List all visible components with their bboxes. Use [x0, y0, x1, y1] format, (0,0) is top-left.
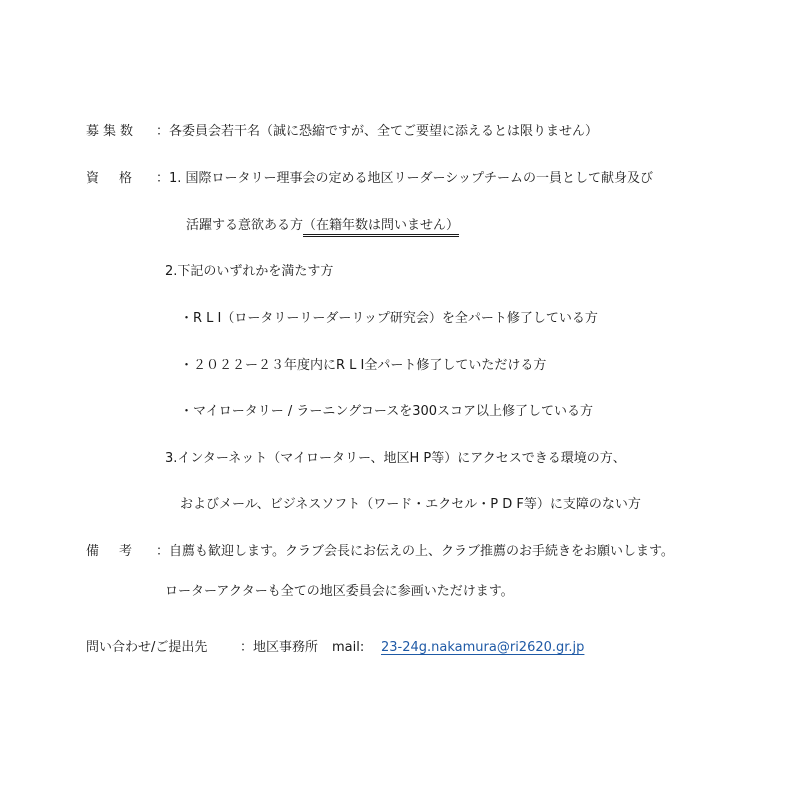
remarks-label: 備考	[86, 544, 153, 559]
contact-office: ：地区事務所	[240, 640, 319, 655]
qualification-item3-line2: およびメール、ビジネスソフト（ワード・エクセル・P D F等）に支障のない方	[180, 497, 641, 512]
recruitment-text: ：各委員会若干名（誠に恐縮ですが、全てご要望に添えるとは限りません）	[156, 124, 599, 139]
qualification-item2-bullet: ・R L I（ロータリーリーダーリップ研究会）を全パート修了している方	[180, 311, 598, 326]
qualification-item1-line2-prefix: 活躍する意欲ある方	[186, 218, 304, 233]
qualification-item1-line2-underlined: （在籍年数は問いません）	[303, 218, 459, 237]
qualification-item2-bullet: ・２０２２ー２３年度内にR L I全パート修了していただける方	[180, 358, 547, 373]
remarks-line2: ローターアクターも全ての地区委員会に参画いただけます。	[165, 584, 514, 599]
contact-label: 問い合わせ/ご提出先	[86, 640, 208, 655]
recruitment-label: 募集数	[86, 124, 138, 139]
contact-email-link[interactable]: 23-24g.nakamura@ri2620.gr.jp	[381, 640, 585, 655]
qualification-item2-heading: 2.下記のいずれかを満たす方	[165, 264, 334, 279]
qualification-item2-bullet: ・マイロータリー / ラーニングコースを300スコア以上修了している方	[180, 404, 594, 419]
qualification-item3-line1: 3.インターネット（マイロータリー、地区H P等）にアクセスできる環境の方、	[165, 451, 626, 466]
qualification-item1-line2	[186, 217, 459, 235]
remarks-line1: ：自薦も歓迎します。クラブ会長にお伝えの上、クラブ推薦のお手続きをお願いします。	[156, 544, 674, 559]
qualification-label: 資格	[86, 171, 153, 186]
contact-mail-label: mail:	[332, 640, 365, 655]
qualification-item1-line1: ：1. 国際ロータリー理事会の定める地区リーダーシップチームの一員として献身及び	[156, 171, 654, 186]
